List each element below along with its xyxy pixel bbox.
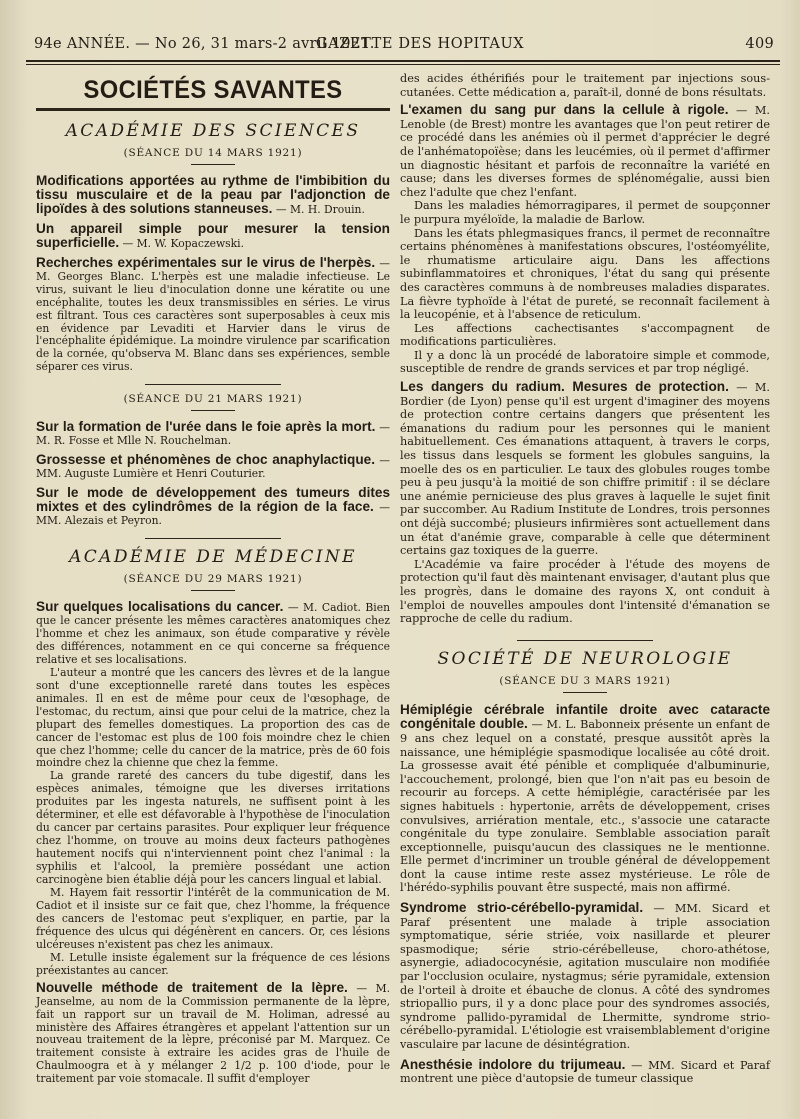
paragraph: Les affections cachectisantes s'accompagnent de modifications particulières.	[400, 321, 770, 349]
article-body: — M. L. Babonneix présente un enfant de 9 ans chez lequel on a constaté, presque aussitôt après la naissance, une hémiplégie spasmodique localisée au côté droit. La grossesse avait été pénible et compliquée d'albuminurie, l'accouchement, prolongé, bien que l'on n'ait pas eu besoin de recourir au forceps. A cette hémiplégie, caractérisée par les signes habituels : hypertonie, arrêts de développement, crises convulsives, arriération mentale, etc., s'associe une cataracte congénitale du type zonulaire. Semblable association paraît exceptionnelle, puisqu'aucun des classiques ne le mentionne. Elle permet d'incriminer un trouble général de développement dont la cause intime reste assez mystérieuse. Le rôle de l'hérédo-syphilis pouvant être suspecté, mais non affirmé.	[400, 718, 771, 895]
article-uree	[36, 421, 390, 448]
paragraph: Dans les maladies hémorragipares, il permet de soupçonner le purpura myéloïde, la maladie de Barlow.	[400, 199, 770, 226]
paragraph: des acides éthérifiés pour le traitement par injections sous-cutanées. Cette médication a, paraît-il, donné de bons résultats.	[400, 72, 770, 99]
section-rule	[36, 108, 390, 111]
academy-medecine-title: ACADÉMIE DE MÉDECINE	[69, 547, 357, 568]
page-number: 409	[745, 36, 774, 52]
issue-line: 94e ANNÉE. — No 26, 31 mars-2 avril 1921.	[34, 36, 375, 52]
divider	[145, 384, 281, 385]
article-author: — M. R. Fosse et Mlle N. Rouchelman.	[36, 421, 390, 448]
article-radium	[400, 380, 770, 558]
paragraph: L'auteur a montré que les cancers des lèvres et de la langue sont d'une exceptionnelle rareté dans toutes les espèces animales. Il en est de même pour ceux de l'œsophage, de l'estomac, du rectum, ainsi que pour celui de la matrice, chez la plupart des femelles domestiques. La proportion des cas de cancer de l'estomac est plus de 100 fois moindre chez le chien que chez l'homme; celle du cancer de la matrice, près de 60 fois moindre chez la chienne que chez la femme.	[36, 665, 390, 770]
article-body: — M. Georges Blanc. L'herpès est une maladie infectieuse. Le virus, suivant le lieu d'inoculation donne une kératite ou une encéphalite, toutes les deux transmissibles en séries. Le virus est filtrant. Tous ces caractères sont superposables à ceux mis en évidence par Levaditi et Harvier dans le virus de l'encéphalite épidémique. La moindre virulence par scarification de la cornée, qu'observa M. Blanc dans ses expériences, semble séparer ces virus.	[36, 256, 390, 374]
academy-sciences-title: ACADÉMIE DES SCIENCES	[65, 121, 361, 141]
seance-date: (SÉANCE DU 14 MARS 1921)	[123, 147, 303, 159]
article-title: Syndrome strio-cérébello-pyramidal.	[400, 900, 644, 916]
seance-date: (SÉANCE DU 3 MARS 1921)	[499, 674, 671, 687]
article-author: — M. W. Kopaczewski.	[119, 236, 244, 250]
paragraph: La grande rareté des cancers du tube digestif, dans les espèces animales, témoigne que les diverses irritations produites par les ingesta naturels, ne suffisent point à les déterminer, et elle est défavorable à l'hypothèse de l'inoculation du cancer par certains parasites. Pour expliquer leur fréquence chez l'homme, on trouve au moins deux facteurs pathogènes hautement nocifs qui n'interviennent point chez l'animal : la syphilis et l'alcool, la première possédant une action carcinogène bien établie déjà pour les cancers lingual et labial.	[36, 769, 390, 887]
divider	[191, 590, 235, 591]
article-title: Modifications apportées au rythme de l'imbibition du tissu musculaire et de la peau par l'adjonction de lipoïdes à des solutions stanneuses.	[36, 173, 390, 216]
article-lepre	[36, 979, 390, 1087]
left-column	[36, 72, 390, 1092]
divider	[191, 164, 235, 165]
article-title: Recherches expérimentales sur le virus de l'herpès.	[36, 254, 376, 270]
article-cancer	[36, 601, 390, 667]
paragraph: Il y a donc là un procédé de laboratoire simple et commode, susceptible de rendre de grands services et par trop négligé.	[400, 348, 770, 376]
seance-date: (SÉANCE DU 21 MARS 1921)	[123, 393, 303, 406]
article-anesthesie	[400, 1058, 770, 1086]
article-title: Sur le mode de développement des tumeurs dites mixtes et des cylindrômes de la région de la face.	[36, 485, 390, 515]
page-header	[34, 34, 778, 56]
article-body: — MM. Sicard et Paraf montrent une pièce d'autopsie de tumeur classique	[400, 1058, 770, 1086]
article-author: — M. H. Drouin.	[272, 202, 365, 216]
article-title: Les dangers du radium. Mesures de protection.	[400, 379, 729, 395]
article-body: — M. Lenoble (de Brest) montre les avantages que l'on peut retirer de ce procédé dans les anémies où il permet d'apprécier le degré de l'anhématopoïèse; dans les leucémies, où il permet d'affirmer un diagnostic hésitant et parfois de reconnaître la variété en cause; dans les diverses formes de splénomégalie, aussi bien chez l'adulte que chez l'enfant.	[400, 104, 770, 199]
article-title: Sur la formation de l'urée dans le foie après la mort.	[36, 419, 376, 435]
divider	[563, 692, 607, 693]
article-body: — M. Cadiot. Bien que le cancer présente les mêmes caractères anatomiques chez l'homme et chez les animaux, son étude comparative y révèle des différences, notamment en ce qui concerne sa fréquence relative et ses localisations.	[36, 601, 390, 666]
divider	[145, 538, 281, 539]
seance-date: (SÉANCE DU 29 MARS 1921)	[123, 573, 303, 586]
article-hemiplegie	[400, 703, 770, 895]
article-sang	[400, 103, 770, 199]
article-tension	[36, 220, 390, 251]
article-body: — MM. Sicard et Paraf présentent une malade à triple association symptomatique, série striée, voix nasillarde et pleurer spasmodique; série strio-cérébelleuse, choro-athétose, asynergie, adiadococynésie, agitation musculaire non modifiée par l'occlusion oculaire, nystagmus; série pyramidale, extension de l'orteil à droite et ébauche de clonus. A côté des syndromes striopallio purs, il y a donc place pour des syndromes associés, syndrome pallido-pyramidal de Lhermitte, syndrome strio-cérébello-pyramidal. L'étiologie est vraisemblablement d'origine vasculaire par lacune de désintégration.	[400, 902, 771, 1051]
header-rule	[26, 60, 780, 62]
article-author: — MM. Alezais et Peyron.	[36, 501, 390, 528]
article-title: Un appareil simple pour mesurer la tension superficielle.	[36, 220, 390, 250]
article-title: Nouvelle méthode de traitement de la lèpre.	[36, 979, 348, 995]
article-title: Sur quelques localisations du cancer.	[36, 599, 284, 615]
article-imbibition	[36, 175, 390, 217]
divider	[517, 640, 653, 641]
section-title: SOCIÉTÉS SAVANTES	[83, 76, 343, 104]
article-body: — M. Jeanselme, au nom de la Commission permanente de la lèpre, fait un rapport sur un travail de M. Holiman, adressé au ministère des Affaires étrangères et appelant l'attention sur un nouveau traitement de la lèpre, préconisé par M. Marquez. Ce traitement consiste à extraire les acides gras de l'huile de Chaulmoogra et à y mélanger 2 1/2 p. 100 d'iode, pour le traitement par voie stomacale. Il suffit d'employer	[36, 981, 390, 1086]
paragraph: L'Académie va faire procéder à l'étude des moyens de protection qu'il faut dès maintenant envisager, d'autant plus que les progrès, dans le domaine des rayons X, ont conduit à l'emploi de nouvelles ampoules dont l'intensité d'émanation se rapproche de celle du radium.	[400, 557, 770, 626]
article-tumeurs	[36, 487, 390, 528]
article-herpes	[36, 254, 390, 375]
article-title: L'examen du sang pur dans la cellule à rigole.	[400, 102, 729, 118]
article-body: — M. Bordier (de Lyon) pense qu'il est urgent d'imaginer des moyens de protection contre certains dangers que présentent les émanations du radium pour les personnes qui le manient habituellement. Ces émanations attaquent, à travers le corps, les tissus dans lesquels se forment les globules sanguins, la moelle des os en particulier. Le taux des globules rouges tombe peu à peu jusqu'à la moitié de son chiffre primitif : il se déclare une anémie pernicieuse des plus graves à laquelle le sujet finit par succomber. Au Radium Institute de Londres, trois personnes ont déjà succombé; plusieurs infirmières sont actuellement dans un état d'anémie grave, comparable à celle que déterminent certains gaz toxiques de la guerre.	[400, 381, 770, 558]
neurology-title: SOCIÉTÉ DE NEUROLOGIE	[437, 648, 733, 669]
right-column	[400, 72, 770, 1092]
article-grossesse	[36, 454, 390, 481]
article-title: Grossesse et phénomènes de choc anaphylactique.	[36, 452, 375, 468]
paragraph: M. Hayem fait ressortir l'intérêt de la communication de M. Cadiot et il insiste sur ce fait que, chez l'homme, la fréquence des cancers de l'estomac peut s'expliquer, en partie, par la fréquence des ulcus qui dégénèrent en cancers. Or, ces lésions ulcéreuses n'existent pas chez les animaux.	[36, 885, 390, 951]
article-syndrome	[400, 901, 770, 1052]
article-title: Hémiplégie cérébrale infantile droite avec cataracte congénitale double.	[400, 701, 770, 732]
article-author: — MM. Auguste Lumière et Henri Couturier.	[36, 454, 390, 481]
journal-name: GAZETTE DES HOPITAUX	[316, 36, 525, 52]
article-title: Anesthésie indolore du trijumeau.	[400, 1056, 626, 1072]
divider	[191, 410, 235, 411]
header-rule-thin	[26, 64, 780, 65]
paragraph: Dans les états phlegmasiques francs, il permet de reconnaître certains phénomènes à manifestations obscures, l'ostéomyélite, le rhumatisme articulaire aigu. Dans les affections subinflammatoires et chroniques, l'état du sang qui présente des caractères communs à de nombreuses maladies disparates. La fièvre typhoïde à l'état de pureté, se reconnaît facilement à la leucopénie, et à l'absence de reticulum.	[400, 226, 770, 322]
paragraph: M. Letulle insiste également sur la fréquence de ces lésions préexistantes au cancer.	[36, 950, 390, 977]
